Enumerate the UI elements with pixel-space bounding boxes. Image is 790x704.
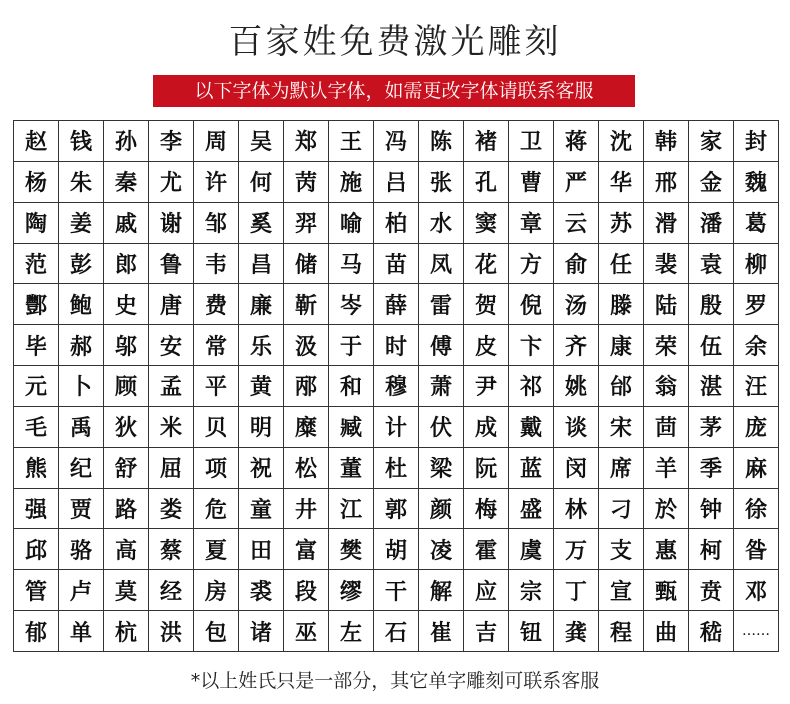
surname-cell: 杜 xyxy=(374,448,419,489)
surname-cell: 凤 xyxy=(419,244,464,285)
surname-cell: 戴 xyxy=(509,407,554,448)
surname-cell: 童 xyxy=(239,489,284,530)
surname-cell: 麻 xyxy=(734,448,779,489)
surname-cell: 褚 xyxy=(464,121,509,162)
surname-cell: 糜 xyxy=(284,407,329,448)
surname-cell: 安 xyxy=(149,325,194,366)
surname-cell: 毛 xyxy=(14,407,59,448)
surname-cell: 史 xyxy=(104,284,149,325)
surname-cell: 穆 xyxy=(374,366,419,407)
surname-cell: 缪 xyxy=(329,570,374,611)
surname-cell: 沈 xyxy=(599,121,644,162)
surname-cell: 伏 xyxy=(419,407,464,448)
surname-cell: 贝 xyxy=(194,407,239,448)
page-title: 百家姓免费激光雕刻 xyxy=(228,22,562,62)
surname-cell: 唐 xyxy=(149,284,194,325)
surname-cell: 臧 xyxy=(329,407,374,448)
surname-cell: 柳 xyxy=(734,244,779,285)
surname-cell: 滑 xyxy=(644,203,689,244)
surname-cell: 夏 xyxy=(194,529,239,570)
surname-cell: 卜 xyxy=(59,366,104,407)
surname-cell: 冯 xyxy=(374,121,419,162)
surname-cell: 於 xyxy=(644,489,689,530)
surname-cell: 金 xyxy=(689,162,734,203)
surname-cell: 苗 xyxy=(374,244,419,285)
surname-cell: 孔 xyxy=(464,162,509,203)
surname-cell: 廉 xyxy=(239,284,284,325)
surname-cell: 潘 xyxy=(689,203,734,244)
surname-cell: 庞 xyxy=(734,407,779,448)
surname-cell: 昌 xyxy=(239,244,284,285)
surname-cell: 曹 xyxy=(509,162,554,203)
surname-cell: 封 xyxy=(734,121,779,162)
surname-cell: 梁 xyxy=(419,448,464,489)
surname-cell: 荣 xyxy=(644,325,689,366)
surname-cell: 经 xyxy=(149,570,194,611)
surname-cell: 卢 xyxy=(59,570,104,611)
surname-cell: 凌 xyxy=(419,529,464,570)
surname-cell: 张 xyxy=(419,162,464,203)
surname-cell: 林 xyxy=(554,489,599,530)
surname-cell: 崔 xyxy=(419,611,464,652)
surname-cell: 钮 xyxy=(509,611,554,652)
surname-cell: 和 xyxy=(329,366,374,407)
surname-cell: 平 xyxy=(194,366,239,407)
surname-cell: 顾 xyxy=(104,366,149,407)
surname-cell: 毕 xyxy=(14,325,59,366)
surname-cell: 田 xyxy=(239,529,284,570)
surname-cell: 万 xyxy=(554,529,599,570)
surname-cell: 盛 xyxy=(509,489,554,530)
surname-cell: 彭 xyxy=(59,244,104,285)
surname-cell: 霍 xyxy=(464,529,509,570)
surname-cell: 宣 xyxy=(599,570,644,611)
surname-cell: 奚 xyxy=(239,203,284,244)
surname-cell: 任 xyxy=(599,244,644,285)
surname-cell: 苏 xyxy=(599,203,644,244)
surname-cell: 梅 xyxy=(464,489,509,530)
surname-cell: 杭 xyxy=(104,611,149,652)
footer-note: *以上姓氏只是一部分，其它单字雕刻可联系客服 xyxy=(190,670,600,692)
surname-cell: 樊 xyxy=(329,529,374,570)
surname-cell: 陶 xyxy=(14,203,59,244)
surname-cell: 齐 xyxy=(554,325,599,366)
surname-cell: 周 xyxy=(194,121,239,162)
surname-cell: 陆 xyxy=(644,284,689,325)
surname-cell: 闵 xyxy=(554,448,599,489)
surname-cell: 骆 xyxy=(59,529,104,570)
surname-cell: 危 xyxy=(194,489,239,530)
surname-cell: 席 xyxy=(599,448,644,489)
surname-cell: 包 xyxy=(194,611,239,652)
surname-cell: 羿 xyxy=(284,203,329,244)
surname-cell: 蒋 xyxy=(554,121,599,162)
surname-cell: 路 xyxy=(104,489,149,530)
surname-cell: 费 xyxy=(194,284,239,325)
surname-cell: 常 xyxy=(194,325,239,366)
surname-cell: 松 xyxy=(284,448,329,489)
surname-cell: 皮 xyxy=(464,325,509,366)
surname-cell: 苪 xyxy=(284,162,329,203)
surname-cell: 吕 xyxy=(374,162,419,203)
surname-cell: 章 xyxy=(509,203,554,244)
surname-cell: 程 xyxy=(599,611,644,652)
surname-cell: 喻 xyxy=(329,203,374,244)
surname-cell: 刁 xyxy=(599,489,644,530)
surname-cell: 秦 xyxy=(104,162,149,203)
surname-cell: 禹 xyxy=(59,407,104,448)
surname-cell: 颜 xyxy=(419,489,464,530)
surname-cell: 曲 xyxy=(644,611,689,652)
surname-cell: 吴 xyxy=(239,121,284,162)
surname-cell: 祝 xyxy=(239,448,284,489)
more-surnames-ellipsis: …… xyxy=(734,611,779,652)
surname-cell: 家 xyxy=(689,121,734,162)
surname-cell: 鲍 xyxy=(59,284,104,325)
surname-cell: 殷 xyxy=(689,284,734,325)
surname-cell: 柯 xyxy=(689,529,734,570)
surname-cell: 余 xyxy=(734,325,779,366)
surname-cell: 俞 xyxy=(554,244,599,285)
surname-cell: 嵇 xyxy=(689,611,734,652)
surname-cell: 吉 xyxy=(464,611,509,652)
surname-cell: 谈 xyxy=(554,407,599,448)
surname-cell: 姜 xyxy=(59,203,104,244)
surname-cell: 滕 xyxy=(599,284,644,325)
surname-cell: 邰 xyxy=(599,366,644,407)
surname-cell: 卫 xyxy=(509,121,554,162)
surname-cell: 段 xyxy=(284,570,329,611)
surname-cell: 江 xyxy=(329,489,374,530)
surname-cell: 严 xyxy=(554,162,599,203)
surname-cell: 伍 xyxy=(689,325,734,366)
surname-cell: 明 xyxy=(239,407,284,448)
surname-cell: 杨 xyxy=(14,162,59,203)
surname-cell: 许 xyxy=(194,162,239,203)
surname-cell: 元 xyxy=(14,366,59,407)
surname-cell: 管 xyxy=(14,570,59,611)
surname-cell: 方 xyxy=(509,244,554,285)
surname-cell: 应 xyxy=(464,570,509,611)
surname-cell: 华 xyxy=(599,162,644,203)
surname-cell: 董 xyxy=(329,448,374,489)
surname-cell: 郭 xyxy=(374,489,419,530)
surname-cell: 马 xyxy=(329,244,374,285)
surname-cell: 成 xyxy=(464,407,509,448)
surname-cell: 纪 xyxy=(59,448,104,489)
surname-cell: 傅 xyxy=(419,325,464,366)
surname-cell: 富 xyxy=(284,529,329,570)
surname-cell: 花 xyxy=(464,244,509,285)
surname-cell: 钟 xyxy=(689,489,734,530)
surname-cell: 龚 xyxy=(554,611,599,652)
surname-cell: 朱 xyxy=(59,162,104,203)
surname-cell: 昝 xyxy=(734,529,779,570)
surname-cell: 卞 xyxy=(509,325,554,366)
surname-cell: 贺 xyxy=(464,284,509,325)
surname-cell: 翁 xyxy=(644,366,689,407)
surname-cell: 郁 xyxy=(14,611,59,652)
surname-cell: 云 xyxy=(554,203,599,244)
surname-cell: 惠 xyxy=(644,529,689,570)
surname-cell: 陈 xyxy=(419,121,464,162)
surname-cell: 祁 xyxy=(509,366,554,407)
surname-cell: 何 xyxy=(239,162,284,203)
surname-cell: 岑 xyxy=(329,284,374,325)
surname-cell: 戚 xyxy=(104,203,149,244)
surname-cell: 康 xyxy=(599,325,644,366)
surname-cell: 魏 xyxy=(734,162,779,203)
surname-cell: 高 xyxy=(104,529,149,570)
surname-cell: 狄 xyxy=(104,407,149,448)
surname-cell: 时 xyxy=(374,325,419,366)
surname-cell: 羊 xyxy=(644,448,689,489)
surname-cell: 袁 xyxy=(689,244,734,285)
surname-cell: 谢 xyxy=(149,203,194,244)
surname-cell: 王 xyxy=(329,121,374,162)
surname-cell: 邓 xyxy=(734,570,779,611)
surname-cell: 郎 xyxy=(104,244,149,285)
surname-cell: 施 xyxy=(329,162,374,203)
surname-grid xyxy=(13,120,779,652)
surname-cell: 贾 xyxy=(59,489,104,530)
surname-cell: 熊 xyxy=(14,448,59,489)
default-font-notice-banner: 以下字体为默认字体，如需更改字体请联系客服 xyxy=(153,75,635,107)
surname-cell: 胡 xyxy=(374,529,419,570)
surname-cell: 解 xyxy=(419,570,464,611)
surname-cell: 于 xyxy=(329,325,374,366)
surname-cell: 诸 xyxy=(239,611,284,652)
surname-cell: 靳 xyxy=(284,284,329,325)
surname-cell: 舒 xyxy=(104,448,149,489)
surname-cell: 汲 xyxy=(284,325,329,366)
surname-cell: 邢 xyxy=(644,162,689,203)
surname-cell: 石 xyxy=(374,611,419,652)
surname-cell: 季 xyxy=(689,448,734,489)
surname-cell: 阮 xyxy=(464,448,509,489)
surname-cell: 左 xyxy=(329,611,374,652)
surname-cell: 丁 xyxy=(554,570,599,611)
surname-cell: 干 xyxy=(374,570,419,611)
surname-cell: 乐 xyxy=(239,325,284,366)
surname-cell: 茅 xyxy=(689,407,734,448)
surname-cell: 房 xyxy=(194,570,239,611)
surname-cell: 支 xyxy=(599,529,644,570)
surname-cell: 薛 xyxy=(374,284,419,325)
surname-cell: 郝 xyxy=(59,325,104,366)
surname-cell: 单 xyxy=(59,611,104,652)
surname-cell: 李 xyxy=(149,121,194,162)
surname-cell: 井 xyxy=(284,489,329,530)
surname-cell: 邹 xyxy=(194,203,239,244)
surname-cell: 屈 xyxy=(149,448,194,489)
surname-cell: 项 xyxy=(194,448,239,489)
surname-cell: 韩 xyxy=(644,121,689,162)
surname-cell: 甄 xyxy=(644,570,689,611)
surname-cell: 蓝 xyxy=(509,448,554,489)
surname-cell: 贲 xyxy=(689,570,734,611)
surname-cell: 韦 xyxy=(194,244,239,285)
surname-cell: 雷 xyxy=(419,284,464,325)
surname-cell: 范 xyxy=(14,244,59,285)
surname-cell: 邴 xyxy=(284,366,329,407)
surname-cell: 尹 xyxy=(464,366,509,407)
surname-cell: 莫 xyxy=(104,570,149,611)
surname-cell: 郑 xyxy=(284,121,329,162)
surname-cell: 茴 xyxy=(644,407,689,448)
surname-cell: 徐 xyxy=(734,489,779,530)
surname-cell: 虞 xyxy=(509,529,554,570)
surname-cell: 酆 xyxy=(14,284,59,325)
surname-cell: 储 xyxy=(284,244,329,285)
surname-cell: 赵 xyxy=(14,121,59,162)
surname-cell: 蔡 xyxy=(149,529,194,570)
surname-cell: 娄 xyxy=(149,489,194,530)
surname-cell: 宗 xyxy=(509,570,554,611)
surname-cell: 孙 xyxy=(104,121,149,162)
surname-cell: 强 xyxy=(14,489,59,530)
surname-cell: 钱 xyxy=(59,121,104,162)
surname-cell: 水 xyxy=(419,203,464,244)
surname-cell: 尤 xyxy=(149,162,194,203)
surname-cell: 米 xyxy=(149,407,194,448)
surname-cell: 葛 xyxy=(734,203,779,244)
surname-cell: 邬 xyxy=(104,325,149,366)
surname-cell: 宋 xyxy=(599,407,644,448)
surname-cell: 鲁 xyxy=(149,244,194,285)
surname-cell: 邱 xyxy=(14,529,59,570)
surname-cell: 罗 xyxy=(734,284,779,325)
surname-cell: 裴 xyxy=(644,244,689,285)
surname-cell: 巫 xyxy=(284,611,329,652)
surname-cell: 柏 xyxy=(374,203,419,244)
surname-cell: 萧 xyxy=(419,366,464,407)
surname-cell: 姚 xyxy=(554,366,599,407)
surname-cell: 湛 xyxy=(689,366,734,407)
surname-cell: 计 xyxy=(374,407,419,448)
surname-cell: 汪 xyxy=(734,366,779,407)
surname-cell: 汤 xyxy=(554,284,599,325)
surname-cell: 倪 xyxy=(509,284,554,325)
surname-cell: 黄 xyxy=(239,366,284,407)
surname-cell: 洪 xyxy=(149,611,194,652)
surname-cell: 孟 xyxy=(149,366,194,407)
surname-cell: 窦 xyxy=(464,203,509,244)
surname-cell: 裘 xyxy=(239,570,284,611)
